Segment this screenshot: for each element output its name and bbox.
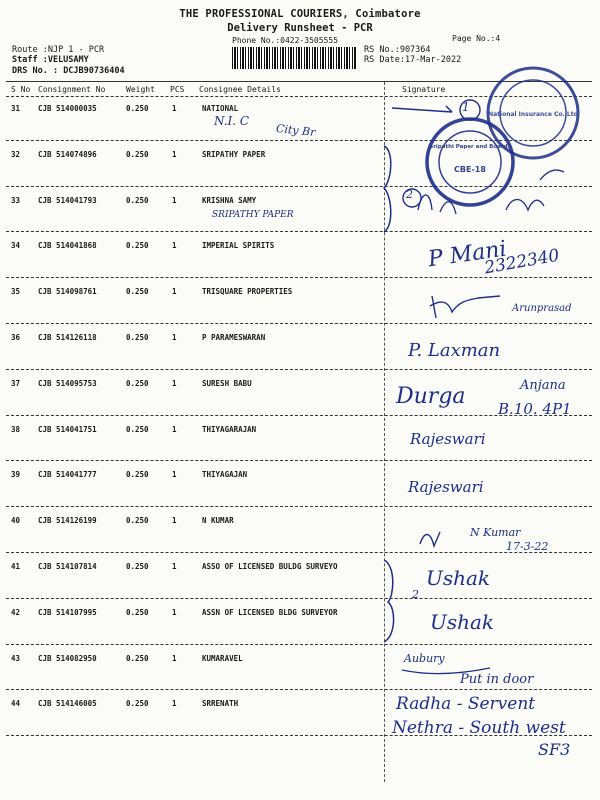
- barcode: [232, 47, 356, 69]
- row-consignment: CJB 514041777: [38, 470, 97, 479]
- row-weight: 0.250: [126, 333, 149, 342]
- row-consignee: ASSN OF LICENSED BLDG SURVEYOR: [202, 608, 338, 617]
- hw-r40-sig2: 17-3-22: [506, 540, 549, 553]
- hw-r36-sig: P. Laxman: [408, 340, 501, 361]
- brace-41-42: [384, 560, 394, 642]
- hw-r44-sig3: SF3: [538, 740, 571, 759]
- row-sno: 40: [11, 516, 21, 525]
- hw-r38-sig: Rajeswari: [410, 430, 486, 448]
- row-pcs: 1: [172, 287, 177, 296]
- hw-r42-sig: Ushak: [430, 610, 495, 634]
- row-pcs: 1: [172, 425, 177, 434]
- hw-r41-sig: Ushak: [426, 566, 491, 590]
- stamp2-code: CBE-18: [454, 165, 486, 174]
- scribble-35: [430, 296, 500, 318]
- row-weight: 0.250: [126, 150, 149, 159]
- hw-r37-sig1: Durga: [396, 384, 466, 409]
- hw-r33-note: SRIPATHY PAPER: [212, 210, 294, 220]
- row-weight: 0.250: [126, 241, 149, 250]
- row-sno: 37: [11, 379, 21, 388]
- col-weight: Weight: [126, 85, 155, 94]
- hw-r31-line1: N.I. C: [214, 114, 250, 128]
- page-number: Page No.:4: [452, 34, 501, 43]
- row-divider: [6, 323, 592, 324]
- row-consignee: SRRENATH: [202, 699, 239, 708]
- sripathi-paper-stamp: [427, 119, 513, 205]
- row-consignee: KRISHNA SAMY: [202, 196, 257, 205]
- row-consignment: CJB 514041793: [38, 196, 97, 205]
- hw-mark1: 1: [462, 100, 470, 114]
- row-consignee: P PARAMESWARAN: [202, 333, 266, 342]
- hw-r31-line2: City Br: [275, 121, 316, 140]
- row-consignment: CJB 514146005: [38, 699, 97, 708]
- row-pcs: 1: [172, 379, 177, 388]
- stamp2-text: Sripathi Paper and Boards: [429, 144, 511, 150]
- row-weight: 0.250: [126, 196, 149, 205]
- row-consignment: CJB 514000035: [38, 104, 97, 113]
- row-consignee: THIYAGARAJAN: [202, 425, 257, 434]
- row-consignee: NATIONAL: [202, 104, 239, 113]
- row-consignment: CJB 514107814: [38, 562, 97, 571]
- row-sno: 38: [11, 425, 21, 434]
- row-consignment: CJB 514074896: [38, 150, 97, 159]
- row-divider: [6, 506, 592, 507]
- row-pcs: 1: [172, 608, 177, 617]
- hw-mark2: 2: [406, 188, 413, 201]
- col-signature: Signature: [402, 85, 446, 94]
- rs-number: RS No.:907364: [364, 45, 431, 55]
- row-consignment: CJB 514095753: [38, 379, 97, 388]
- row-consignment: CJB 514082950: [38, 654, 97, 663]
- row-divider: [6, 689, 592, 690]
- hw-r39-sig: Rajeswari: [408, 478, 484, 496]
- col-consignment: Consignment No: [38, 85, 106, 94]
- hw-r43-sig1: Aubury: [404, 652, 445, 665]
- brace-32-33: [384, 146, 391, 232]
- scribble-40: [420, 532, 440, 546]
- staff-value: VELUSAMY: [47, 55, 89, 65]
- row-sno: 33: [11, 196, 21, 205]
- route-value: NJP 1 - PCR: [47, 45, 105, 55]
- hw-r34-sig2: 2322340: [482, 245, 561, 279]
- hw-r44-sig1: Radha - Servent: [396, 694, 536, 714]
- row-sno: 42: [11, 608, 21, 617]
- row-pcs: 1: [172, 241, 177, 250]
- row-pcs: 1: [172, 562, 177, 571]
- row-pcs: 1: [172, 516, 177, 525]
- row-weight: 0.250: [126, 287, 149, 296]
- row-divider: [6, 277, 592, 278]
- route-label: Route :: [12, 45, 48, 55]
- row-divider: [6, 369, 592, 370]
- hw-r44-sig2: Nethra - South west: [392, 718, 566, 738]
- row-divider: [6, 552, 592, 553]
- row-sno: 41: [11, 562, 21, 571]
- row-weight: 0.250: [126, 608, 149, 617]
- col-pcs: PCS: [170, 85, 185, 94]
- row-consignee: SRIPATHY PAPER: [202, 150, 266, 159]
- row-weight: 0.250: [126, 104, 149, 113]
- row-consignment: CJB 514126118: [38, 333, 97, 342]
- row-divider: [6, 186, 592, 187]
- row-weight: 0.250: [126, 699, 149, 708]
- row-sno: 32: [11, 150, 21, 159]
- phone-number: Phone No.:0422-3505555: [232, 36, 338, 45]
- row-weight: 0.250: [126, 425, 149, 434]
- row-sno: 35: [11, 287, 21, 296]
- row-divider: [6, 460, 592, 461]
- hw-r35-sig: Arunprasad: [512, 303, 572, 314]
- row-weight: 0.250: [126, 516, 149, 525]
- row-sno: 34: [11, 241, 21, 250]
- row-consignee: IMPERIAL SPIRITS: [202, 241, 275, 250]
- row-consignment: CJB 514041868: [38, 241, 97, 250]
- row-weight: 0.250: [126, 470, 149, 479]
- hw-r34-sig1: P Mani: [426, 236, 509, 273]
- drs-value: DCJB90736404: [63, 66, 125, 76]
- row-sno: 39: [11, 470, 21, 479]
- row-consignee: ASSO OF LICENSED BULDG SURVEYO: [202, 562, 338, 571]
- row-sno: 44: [11, 699, 21, 708]
- row-pcs: 1: [172, 150, 177, 159]
- hw-mark2-b: 2: [412, 588, 419, 601]
- route-line: [12, 45, 104, 55]
- col-sno: S No: [11, 85, 31, 94]
- row-divider: [6, 140, 592, 141]
- row-divider: [6, 231, 592, 232]
- stamp1-text: National Insurance Co. Ltd: [488, 111, 578, 118]
- row-pcs: 1: [172, 699, 177, 708]
- row-sno: 31: [11, 104, 21, 113]
- staff-label: Staff :: [12, 55, 48, 65]
- hw-r40-sig1: N Kumar: [470, 526, 521, 539]
- runsheet-title: Delivery Runsheet - PCR: [227, 22, 373, 34]
- row-sno: 43: [11, 654, 21, 663]
- hw-r37-sig3: B.10. 4P1: [498, 400, 572, 418]
- row-consignee: THIYAGAJAN: [202, 470, 248, 479]
- row-consignment: CJB 514041751: [38, 425, 97, 434]
- row-sno: 36: [11, 333, 21, 342]
- header-top-rule: [6, 81, 592, 82]
- row-consignment: CJB 514098761: [38, 287, 97, 296]
- row-weight: 0.250: [126, 654, 149, 663]
- row31-arrow: [392, 106, 452, 112]
- row-pcs: 1: [172, 333, 177, 342]
- row-pcs: 1: [172, 470, 177, 479]
- row-weight: 0.250: [126, 562, 149, 571]
- hw-r43-sig2: Put in door: [460, 672, 534, 687]
- row-consignee: N KUMAR: [202, 516, 234, 525]
- drs-line: [12, 66, 125, 76]
- row-consignee: SURESH BABU: [202, 379, 252, 388]
- staff-line: [12, 55, 89, 65]
- row-divider: [6, 644, 592, 645]
- rs-date: RS Date:17-Mar-2022: [364, 55, 462, 65]
- row-weight: 0.250: [126, 379, 149, 388]
- row-consignee: KUMARAVEL: [202, 654, 243, 663]
- row-consignment: CJB 514107995: [38, 608, 97, 617]
- row-pcs: 1: [172, 196, 177, 205]
- row-pcs: 1: [172, 654, 177, 663]
- row-consignment: CJB 514126199: [38, 516, 97, 525]
- row-consignee: TRISQUARE PROPERTIES: [202, 287, 293, 296]
- row-divider: [6, 598, 592, 599]
- drs-label: DRS No. :: [12, 66, 59, 76]
- scribble-32-33: [418, 170, 564, 214]
- col-consignee: Consignee Details: [199, 85, 281, 94]
- header-bottom-rule: [6, 96, 592, 97]
- company-title: THE PROFESSIONAL COURIERS, Coimbatore: [179, 8, 421, 20]
- hw-r37-sig2: Anjana: [520, 378, 566, 393]
- signature-column-separator: [384, 82, 385, 782]
- row-pcs: 1: [172, 104, 177, 113]
